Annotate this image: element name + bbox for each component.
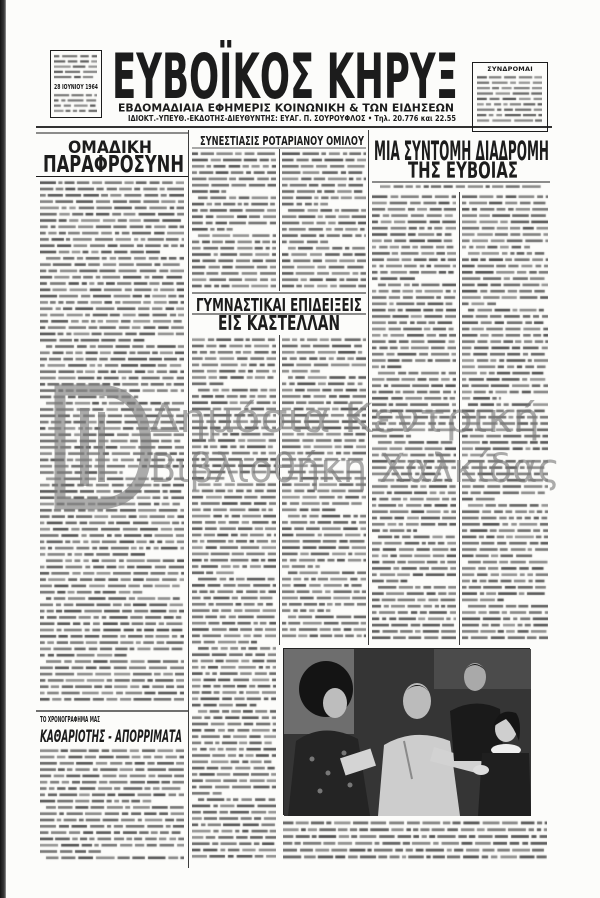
- article-omadiki-headline: [36, 132, 188, 178]
- watermark-line-2: Βιβλιοθήκη Χαλκίδας: [150, 446, 560, 492]
- subscription-heading: ΣΥΝΔΡΟΜΑΙ: [487, 65, 533, 73]
- headline-line-1: ΟΜΑΔΙΚΗ: [68, 138, 152, 157]
- text-texture: [477, 75, 542, 127]
- article-evia-headline: [370, 132, 552, 184]
- text-texture: [283, 820, 547, 861]
- headline: ΣΥΝΕΣΤΙΑΣΙΣ ΡΟΤΑΡΙΑΝΟΥ ΟΜΙΛΟΥ: [200, 134, 365, 148]
- publisher-line: ΙΔΙΟΚΤ.-ΥΠΕΥΘ.-ΕΚΔΟΤΗΣ-ΔΙΕΥΘΥΝΤΗΣ: ΕΥΑΓ. Π. ΣΟΥΡΟΥΦΛΟΣ • Τηλ. 20.776 και 22.55: [128, 114, 456, 123]
- headline-line-2: ΤΗΣ ΕΥΒΟΙΑΣ: [408, 159, 518, 184]
- issue-date-svg: [53, 82, 99, 91]
- news-photo-image: [284, 649, 531, 816]
- issue-date: 28 ΙΟΥΝΙΟΥ 1964: [54, 83, 99, 91]
- headline: ΚΑΘΑΡΙΟΤΗΣ - ΑΠΟΡΡΙΜΑΤΑ: [40, 727, 182, 747]
- watermark-line-1: Δημόσια Κεντρική: [150, 396, 540, 442]
- column-kicker: ΤΟ ΧΡΟΝΟΓΡΑΦΗΜΑ ΜΑΣ: [40, 715, 100, 724]
- headline-line-1: ΜΙΑ ΣΥΝΤΟΜΗ ΔΙΑΔΡΟΜΗ: [374, 136, 549, 167]
- issue-info-box: [50, 50, 102, 118]
- library-logo-watermark: [60, 390, 146, 504]
- article-evia-byline: [380, 184, 544, 190]
- subscription-rates-text: [477, 75, 542, 127]
- masthead-subtitle-svg: [116, 101, 458, 113]
- issue-info-text: [54, 54, 97, 80]
- text-texture: [380, 184, 544, 190]
- article-gymnastics-headline: [190, 292, 368, 334]
- article-cleanliness-headline: [36, 710, 188, 746]
- text-texture: [282, 151, 366, 290]
- text-texture: [40, 748, 184, 866]
- news-photo: [283, 648, 530, 815]
- headline-line-2: ΕΙΣ ΚΑΣΤΕΛΛΑΝ: [218, 311, 340, 335]
- column-rule: [279, 149, 280, 291]
- library-watermark: [50, 382, 570, 508]
- article-rotary-body-col-1: [192, 151, 276, 290]
- headline-line-2: ΠΑΡΑΦΡΟΣΥΝΗ: [43, 152, 184, 178]
- article-cleanliness-body: [40, 748, 184, 866]
- article-rotary-body-col-2: [282, 151, 366, 290]
- scan-edge: [0, 0, 6, 898]
- office-address-text: [54, 93, 97, 114]
- article-rotary-headline: [190, 131, 368, 149]
- subscription-box: [472, 62, 548, 132]
- text-texture: [192, 151, 276, 290]
- headline-line-1: ΓΥΜΝΑΣΤΙΚΑΙ ΕΠΙΔΕΙΞΕΙΣ: [196, 296, 362, 316]
- publisher-line-svg: [126, 113, 460, 123]
- masthead-rule: [36, 126, 552, 128]
- masthead-title: ΕΥΒΟΪΚΟΣ ΚΗΡΥΞ: [112, 40, 458, 113]
- masthead-subtitle: ΕΒΔΟΜΑΔΙΑΙΑ ΕΦΗΜΕΡΙΣ ΚΟΙΝΩΝΙΚΗ & ΤΩΝ ΕΙΔΗΣΕΩΝ: [118, 101, 454, 115]
- photo-caption: [283, 820, 547, 861]
- text-texture: [54, 54, 97, 80]
- text-texture: [54, 93, 97, 114]
